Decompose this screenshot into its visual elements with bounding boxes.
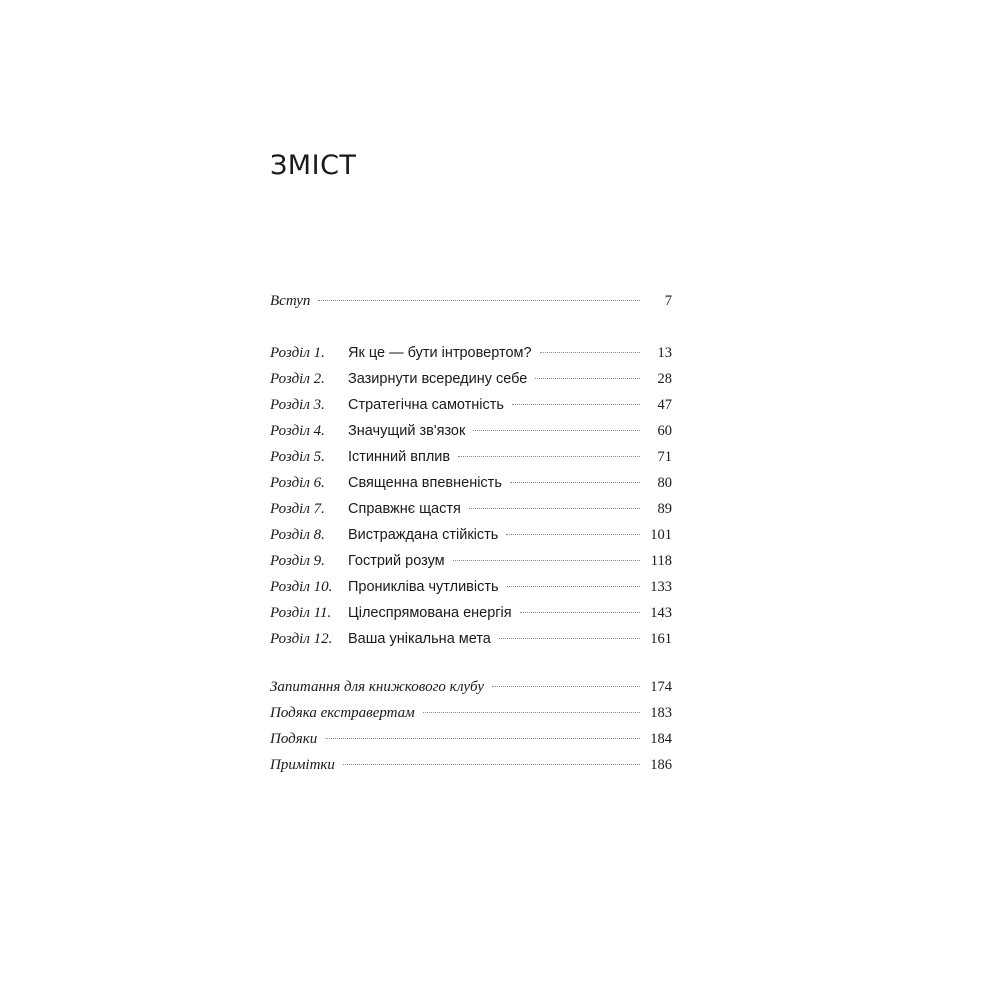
toc-page-number: 7 xyxy=(664,293,672,309)
toc-entry-notes[interactable] xyxy=(270,752,672,778)
toc-back-matter-section xyxy=(270,674,672,778)
toc-entry-thanks-extroverts[interactable] xyxy=(270,700,672,726)
chapter-title: Істинний вплив xyxy=(348,449,451,465)
toc-page-number: 13 xyxy=(657,345,672,361)
toc-entry-chapter-4[interactable] xyxy=(270,418,672,444)
toc-entry-chapter-3[interactable] xyxy=(270,392,672,418)
toc-page-number: 80 xyxy=(657,475,672,491)
toc-entry-chapter-1[interactable] xyxy=(270,340,672,366)
dot-leader xyxy=(520,612,640,613)
dot-leader xyxy=(499,638,640,639)
dot-leader xyxy=(506,534,640,535)
toc-page-number: 101 xyxy=(650,527,672,543)
dot-leader xyxy=(535,378,640,379)
toc-entry-chapter-2[interactable] xyxy=(270,366,672,392)
chapter-number: Розділ 3. xyxy=(270,397,325,413)
chapter-title: Проникліва чутливість xyxy=(348,579,499,595)
toc-entry-chapter-9[interactable] xyxy=(270,548,672,574)
toc-entry-chapter-6[interactable] xyxy=(270,470,672,496)
chapter-number: Розділ 7. xyxy=(270,501,325,517)
chapter-number: Розділ 8. xyxy=(270,527,325,543)
dot-leader xyxy=(540,352,640,353)
chapter-number: Розділ 10. xyxy=(270,579,333,595)
toc-entry-chapter-10[interactable] xyxy=(270,574,672,600)
chapter-title: Стратегічна самотність xyxy=(348,397,504,413)
dot-leader xyxy=(507,586,640,587)
toc-page-number: 28 xyxy=(657,371,672,387)
dot-leader xyxy=(469,508,640,509)
toc-intro-section xyxy=(270,288,672,314)
toc-entry-book-club-questions[interactable] xyxy=(270,674,672,700)
dot-leader xyxy=(325,738,640,739)
toc-page-number: 60 xyxy=(657,423,672,439)
chapter-title: Справжнє щастя xyxy=(348,501,461,517)
dot-leader xyxy=(318,300,640,301)
toc-page-number: 47 xyxy=(657,397,672,413)
toc-page-number: 143 xyxy=(650,605,672,621)
toc-entry-chapter-5[interactable] xyxy=(270,444,672,470)
toc-page-number: 71 xyxy=(657,449,672,465)
chapter-title: Зазирнути всередину себе xyxy=(348,371,528,387)
toc-page-number: 133 xyxy=(650,579,672,595)
chapter-title: Як це — бути інтровертом? xyxy=(348,345,532,361)
dot-leader xyxy=(510,482,640,483)
dot-leader xyxy=(423,712,640,713)
chapter-title: Вистраждана стійкість xyxy=(348,527,499,543)
chapter-number: Розділ 2. xyxy=(270,371,325,387)
chapter-title: Гострий розум xyxy=(348,553,445,569)
chapter-title: Цілеспрямована енергія xyxy=(348,605,512,621)
chapter-number: Розділ 1. xyxy=(270,345,325,361)
chapter-title: Священна впевненість xyxy=(348,475,502,491)
toc-entry-intro[interactable] xyxy=(270,288,672,314)
toc-page-number: 89 xyxy=(657,501,672,517)
toc-entry-chapter-8[interactable] xyxy=(270,522,672,548)
toc-page-number: 184 xyxy=(650,731,672,747)
toc-page-number: 118 xyxy=(650,553,672,569)
dot-leader xyxy=(453,560,640,561)
toc-entry-chapter-11[interactable] xyxy=(270,600,672,626)
dot-leader xyxy=(343,764,640,765)
dot-leader xyxy=(473,430,640,431)
chapter-number: Розділ 12. xyxy=(270,631,333,647)
toc-entry-chapter-7[interactable] xyxy=(270,496,672,522)
toc-page-number: 186 xyxy=(650,757,672,773)
toc-chapters-section xyxy=(270,340,672,652)
chapter-number: Розділ 9. xyxy=(270,553,325,569)
page-title: ЗМІСТ xyxy=(270,150,357,181)
toc-entry-label: Подяки xyxy=(270,731,318,747)
toc-entry-label: Запитання для книжкового клубу xyxy=(270,679,484,695)
chapter-number: Розділ 11. xyxy=(270,605,332,621)
toc-entry-label: Вступ xyxy=(270,293,311,309)
toc-page-number: 161 xyxy=(650,631,672,647)
chapter-number: Розділ 4. xyxy=(270,423,325,439)
dot-leader xyxy=(492,686,640,687)
toc-entry-label: Примітки xyxy=(270,757,335,773)
toc-entry-label: Подяка екстравертам xyxy=(270,705,415,721)
chapter-title: Значущий зв'язок xyxy=(348,423,466,439)
dot-leader xyxy=(512,404,640,405)
dot-leader xyxy=(458,456,640,457)
chapter-number: Розділ 6. xyxy=(270,475,325,491)
chapter-title: Ваша унікальна мета xyxy=(348,631,491,647)
toc-page-number: 183 xyxy=(650,705,672,721)
toc-entry-acknowledgements[interactable] xyxy=(270,726,672,752)
toc-page-number: 174 xyxy=(650,679,672,695)
chapter-number: Розділ 5. xyxy=(270,449,325,465)
toc-entry-chapter-12[interactable] xyxy=(270,626,672,652)
